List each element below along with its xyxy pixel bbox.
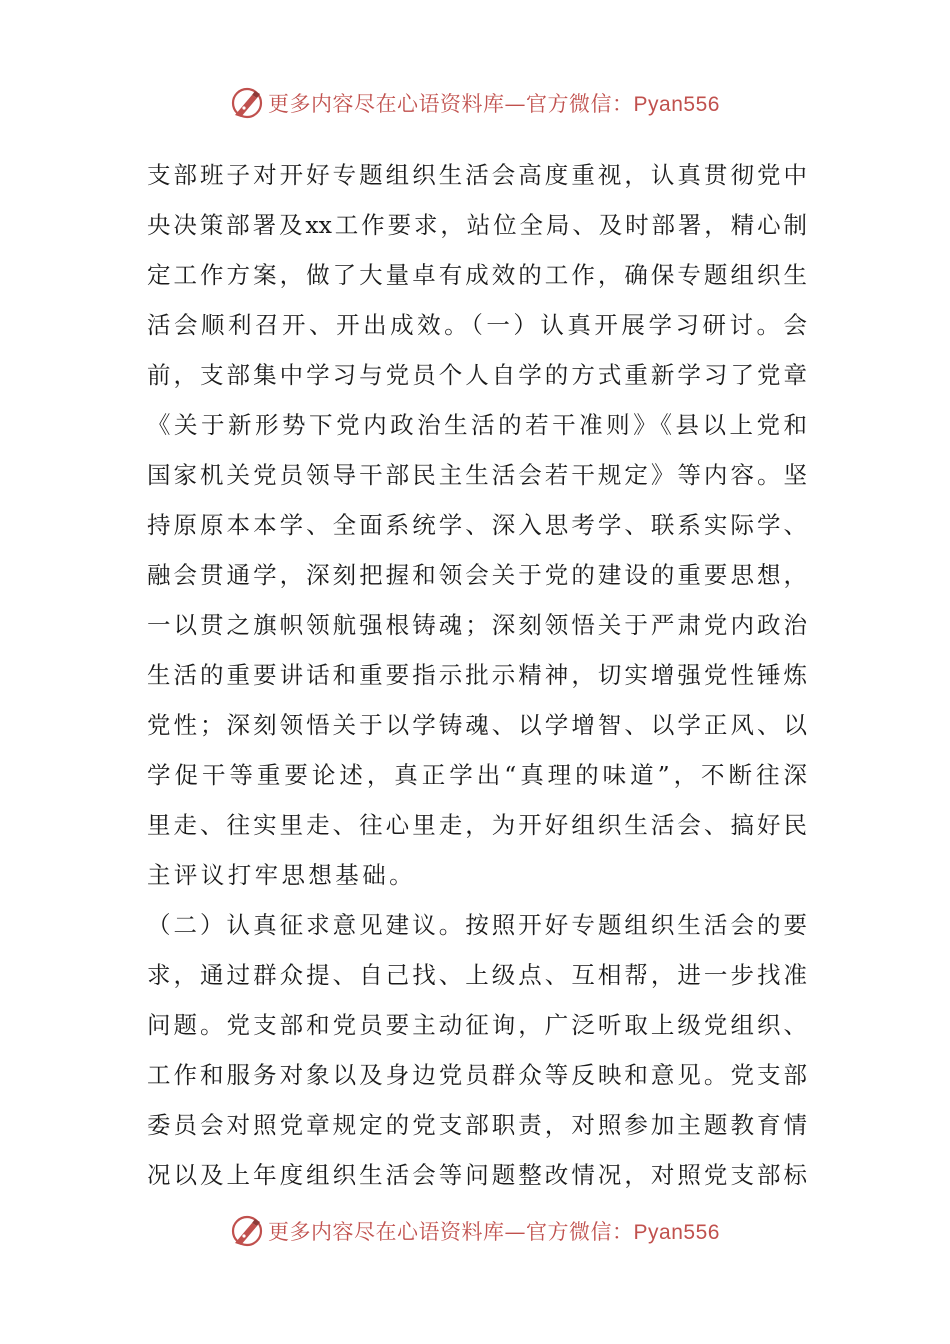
- body-line: 况以及上年度组织生活会等问题整改情况，对照党支部标: [147, 1161, 807, 1189]
- body-line: 持原原本本学、全面系统学、深入思考学、联系实际学、: [147, 511, 807, 539]
- body-line: 问题。党支部和党员要主动征询，广泛听取上级党组织、: [147, 1011, 807, 1039]
- body-line: 工作和服务对象以及身边党员群众等反映和意见。党支部: [147, 1061, 807, 1089]
- pen-nib-logo-icon: [230, 86, 264, 120]
- body-line: 活会顺利召开、开出成效。（一）认真开展学习研讨。会: [147, 311, 807, 339]
- body-line: 融会贯通学，深刻把握和领会关于党的建设的重要思想，: [147, 561, 807, 589]
- body-line: 支部班子对开好专题组织生活会高度重视，认真贯彻党中: [147, 161, 807, 189]
- body-line: 一以贯之旗帜领航强根铸魂；深刻领悟关于严肃党内政治: [147, 611, 807, 639]
- watermark-banner-bottom: [0, 1206, 950, 1256]
- body-line: 求，通过群众提、自己找、上级点、互相帮，进一步找准: [147, 961, 807, 989]
- body-line: 生活的重要讲话和重要指示批示精神，切实增强党性锤炼: [147, 661, 807, 689]
- body-line: 定工作方案，做了大量卓有成效的工作，确保专题组织生: [147, 261, 807, 289]
- watermark-banner-top: [0, 78, 950, 128]
- body-line: 党性；深刻领悟关于以学铸魂、以学增智、以学正风、以: [147, 711, 807, 739]
- body-line: 前，支部集中学习与党员个人自学的方式重新学习了党章: [147, 361, 807, 389]
- watermark-text: 更多内容尽在心语资料库—官方微信：Pyan556: [268, 1220, 720, 1244]
- body-line: （二）认真征求意见建议。按照开好专题组织生活会的要: [147, 911, 807, 939]
- pen-nib-logo-icon: [230, 1214, 264, 1248]
- body-line: 央决策部署及xx工作要求，站位全局、及时部署，精心制: [147, 211, 807, 239]
- body-line: 学促干等重要论述，真正学出“真理的味道”，不断往深: [147, 761, 807, 789]
- body-line: 委员会对照党章规定的党支部职责，对照参加主题教育情: [147, 1111, 807, 1139]
- body-line: 国家机关党员领导干部民主生活会若干规定》等内容。坚: [147, 461, 807, 489]
- document-body: [147, 150, 807, 1200]
- body-line: 主评议打牢思想基础。: [147, 861, 416, 889]
- body-line: 里走、往实里走、往心里走，为开好组织生活会、搞好民: [147, 811, 807, 839]
- watermark-text: 更多内容尽在心语资料库—官方微信：Pyan556: [268, 92, 720, 116]
- body-line: 《关于新形势下党内政治生活的若干准则》《县以上党和: [147, 411, 807, 439]
